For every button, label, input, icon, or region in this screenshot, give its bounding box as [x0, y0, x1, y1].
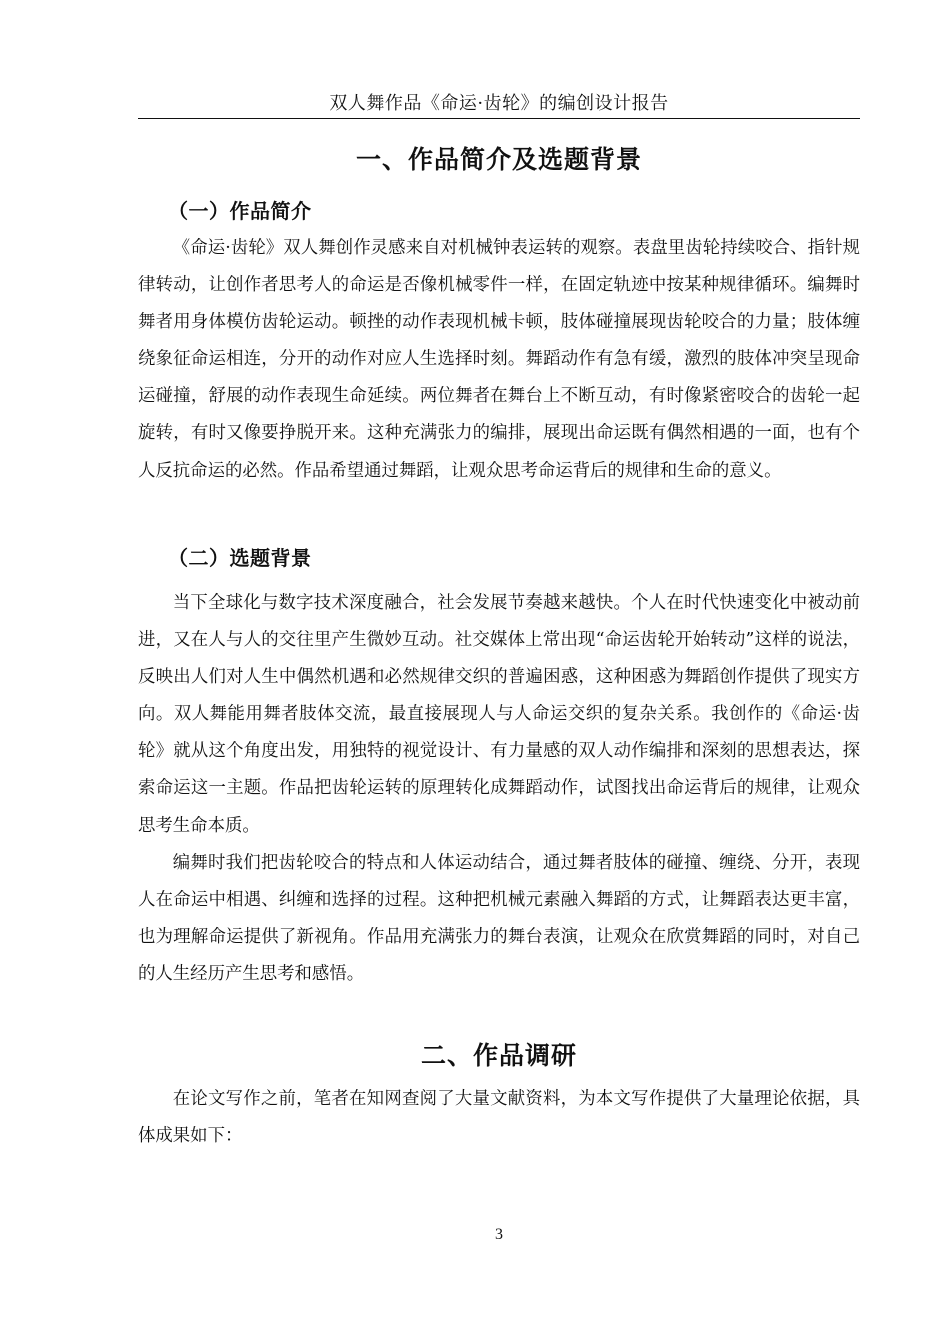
paragraph-background-2: 编舞时我们把齿轮咬合的特点和人体运动结合，通过舞者肢体的碰撞、缠绕、分开，表现人在命运中相遇、纠缠和选择的过程。这种把机械元素融入舞蹈的方式，让舞蹈表达更丰富，也为理解命运提供了新视角。作品用充满张力的舞台表演，让观众在欣赏舞蹈的同时，对自己的人生经历产生思考和感悟。 — [138, 853, 860, 985]
paragraph-research: 在论文写作之前，笔者在知网查阅了大量文献资料，为本文写作提供了大量理论依据，具体成果如下： — [138, 1089, 860, 1147]
subsection-heading-background: （二）选题背景 — [168, 546, 312, 570]
page-number: 3 — [495, 1226, 503, 1243]
section-heading-intro: 一、作品简介及选题背景 — [355, 145, 642, 174]
subsection-heading-intro: （一）作品简介 — [168, 199, 312, 223]
section-heading-research: 二、作品调研 — [420, 1041, 577, 1070]
header-rule — [138, 118, 860, 119]
paragraph-background-1: 当下全球化与数字技术深度融合，社会发展节奏越来越快。个人在时代快速变化中被动前进，又在人与人的交往里产生微妙互动。社交媒体上常出现“命运齿轮开始转动”这样的说法，反映出人们对人生中偶然机遇和必然规律交织的普遍困惑，这种困惑为舞蹈创作提供了现实方向。双人舞能用舞者肢体交流，最直接展现人与人命运交织的复杂关系。我创作的《命运·齿轮》就从这个角度出发，用独特的视觉设计、有力量感的双人动作编排和深刻的思想表达，探索命运这一主题。作品把齿轮运转的原理转化成舞蹈动作，试图找出命运背后的规律，让观众思考生命本质。 — [138, 593, 860, 836]
running-header: 双人舞作品《命运·齿轮》的编创设计报告 — [329, 93, 669, 114]
paragraph-work-intro: 《命运·齿轮》双人舞创作灵感来自对机械钟表运转的观察。表盘里齿轮持续咬合、指针规律转动，让创作者思考人的命运是否像机械零件一样，在固定轨迹中按某种规律循环。编舞时舞者用身体模仿齿轮运动。顿挫的动作表现机械卡顿，肢体碰撞展现齿轮咬合的力量；肢体缠绕象征命运相连，分开的动作对应人生选择时刻。舞蹈动作有急有缓，激烈的肢体冲突呈现命运碰撞，舒展的动作表现生命延续。两位舞者在舞台上不断互动，有时像紧密咬合的齿轮一起旋转，有时又像要挣脱开来。这种充满张力的编排，展现出命运既有偶然相遇的一面，也有个人反抗命运的必然。作品希望通过舞蹈，让观众思考命运背后的规律和生命的意义。 — [138, 238, 860, 481]
